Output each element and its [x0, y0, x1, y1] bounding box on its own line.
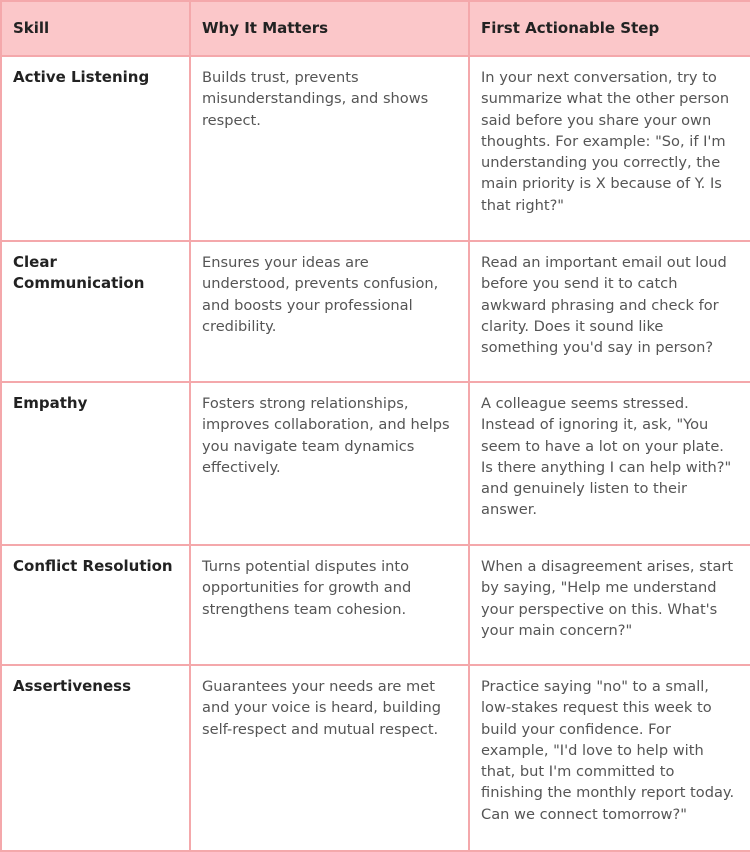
step-cell: In your next conversation, try to summarize what the other person said before you share your own thoughts. For example: "So, if I'm understanding you correctly, the main priority is X because of Y. Is that right?" — [469, 56, 750, 241]
step-cell: Read an important email out loud before you send it to catch awkward phrasing and check for clarity. Does it sound like something you'd say in person? — [469, 241, 750, 382]
table-row — [1, 241, 750, 382]
why-cell: Turns potential disputes into opportunities for growth and strengthens team cohesion. — [190, 545, 469, 665]
step-cell: Practice saying "no" to a small, low-stakes request this week to build your confidence. For example, "I'd love to help with that, but I'm committed to finishing the monthly report today. Can we connect tomorrow?" — [469, 665, 750, 851]
skill-cell: Empathy — [1, 382, 190, 545]
header-first-actionable-step: First Actionable Step — [469, 1, 750, 56]
why-cell: Builds trust, prevents misunderstandings, and shows respect. — [190, 56, 469, 241]
table-header — [1, 1, 750, 56]
step-cell: When a disagreement arises, start by saying, "Help me understand your perspective on this. What's your main concern?" — [469, 545, 750, 665]
table-row — [1, 665, 750, 851]
header-skill: Skill — [1, 1, 190, 56]
skill-cell: Conflict Resolution — [1, 545, 190, 665]
header-row — [1, 1, 750, 56]
table-row — [1, 382, 750, 545]
table-body — [1, 56, 750, 851]
step-cell: A colleague seems stressed. Instead of ignoring it, ask, "You seem to have a lot on your plate. Is there anything I can help with?" and genuinely listen to their answer. — [469, 382, 750, 545]
why-cell: Guarantees your needs are met and your voice is heard, building self-respect and mutual respect. — [190, 665, 469, 851]
header-why-it-matters: Why It Matters — [190, 1, 469, 56]
skill-cell: Active Listening — [1, 56, 190, 241]
skill-cell: Assertiveness — [1, 665, 190, 851]
why-cell: Fosters strong relationships, improves collaboration, and helps you navigate team dynamics effectively. — [190, 382, 469, 545]
skill-cell: Clear Communication — [1, 241, 190, 382]
table-row — [1, 545, 750, 665]
why-cell: Ensures your ideas are understood, prevents confusion, and boosts your professional credibility. — [190, 241, 469, 382]
table-row — [1, 56, 750, 241]
